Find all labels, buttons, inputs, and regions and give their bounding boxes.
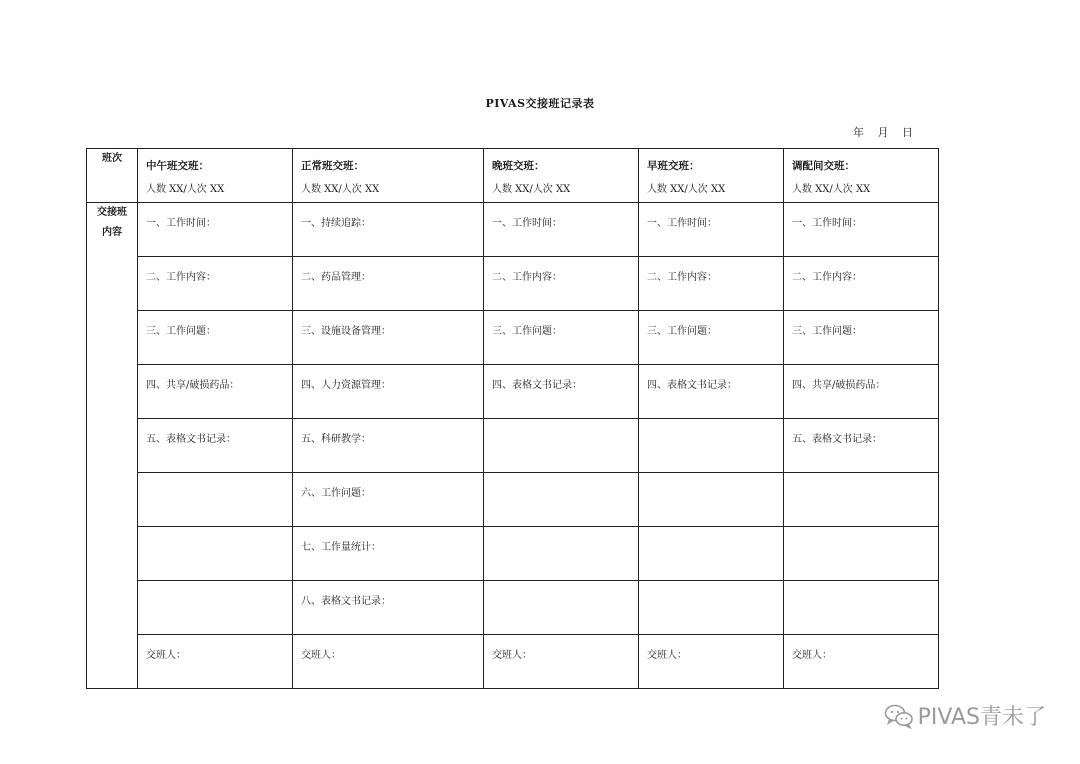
column-title: 调配间交班：	[792, 160, 855, 172]
table-cell	[293, 527, 484, 581]
table-row	[87, 419, 939, 473]
date-line: 年 月 日	[853, 126, 913, 139]
table-cell	[784, 581, 939, 635]
table-cell	[784, 203, 939, 257]
record-item-label: 一、工作时间：	[146, 218, 216, 229]
handover-person-label: 交班人：	[492, 650, 532, 661]
record-item-label: 二、工作内容：	[146, 272, 216, 283]
table-row	[87, 365, 939, 419]
column-header	[138, 149, 293, 203]
table-cell	[138, 311, 293, 365]
document-title: PIVAS交接班记录表	[485, 97, 595, 110]
handover-content-label: 内容	[102, 227, 122, 238]
record-item-label: 四、表格文书记录：	[647, 380, 737, 391]
column-subtitle: 人数 XX/人次 XX	[492, 184, 571, 195]
table-cell	[784, 311, 939, 365]
record-item-label: 四、表格文书记录：	[492, 380, 582, 391]
table-cell	[293, 365, 484, 419]
column-header	[784, 149, 939, 203]
column-subtitle: 人数 XX/人次 XX	[146, 184, 225, 195]
table-cell	[639, 581, 784, 635]
record-item-label: 一、工作时间：	[647, 218, 717, 229]
record-item-label: 四、共享/破损药品：	[146, 380, 240, 391]
column-header	[484, 149, 639, 203]
record-item-label: 一、工作时间：	[792, 218, 862, 229]
column-title: 晚班交班：	[492, 160, 545, 172]
table-row	[87, 635, 939, 689]
handover-person-label: 交班人：	[146, 650, 186, 661]
table-cell	[138, 581, 293, 635]
table-row	[87, 473, 939, 527]
table-cell	[784, 419, 939, 473]
table-cell	[293, 311, 484, 365]
table-cell	[293, 581, 484, 635]
table-cell	[639, 473, 784, 527]
record-item-label: 三、工作问题：	[792, 326, 862, 337]
table-cell	[138, 419, 293, 473]
table-cell	[484, 635, 639, 689]
table-row	[87, 311, 939, 365]
table-cell	[484, 527, 639, 581]
table-cell	[138, 365, 293, 419]
column-subtitle: 人数 XX/人次 XX	[792, 184, 871, 195]
table-cell	[639, 203, 784, 257]
table-cell	[484, 365, 639, 419]
record-item-label: 二、药品管理：	[301, 272, 371, 283]
column-header	[639, 149, 784, 203]
record-item-label: 八、表格文书记录：	[301, 596, 391, 607]
table-cell	[293, 419, 484, 473]
table-cell	[138, 635, 293, 689]
record-item-label: 二、工作内容：	[492, 272, 562, 283]
table-cell	[639, 365, 784, 419]
watermark	[884, 700, 1046, 731]
record-item-label: 六、工作问题：	[301, 488, 371, 499]
table-cell	[639, 257, 784, 311]
column-subtitle: 人数 XX/人次 XX	[301, 184, 380, 195]
table-cell	[293, 635, 484, 689]
column-subtitle: 人数 XX/人次 XX	[647, 184, 726, 195]
handover-person-label: 交班人：	[301, 650, 341, 661]
record-item-label: 二、工作内容：	[647, 272, 717, 283]
handover-record-table	[86, 148, 939, 689]
handover-person-label: 交班人：	[792, 650, 832, 661]
table-cell	[784, 635, 939, 689]
record-item-label: 五、表格文书记录：	[792, 434, 882, 445]
table-cell	[784, 257, 939, 311]
record-item-label: 三、设施设备管理：	[301, 326, 391, 337]
record-item-label: 三、工作问题：	[647, 326, 717, 337]
record-item-label: 七、工作量统计：	[301, 542, 381, 553]
column-title: 中午班交班：	[146, 160, 209, 172]
record-item-label: 一、持续追踪：	[301, 218, 371, 229]
record-item-label: 一、工作时间：	[492, 218, 562, 229]
table-cell	[138, 473, 293, 527]
table-cell	[639, 635, 784, 689]
table-cell	[293, 203, 484, 257]
column-title: 早班交班：	[647, 160, 700, 172]
table-cell	[784, 365, 939, 419]
table-cell	[639, 527, 784, 581]
table-row	[87, 527, 939, 581]
table-row	[87, 257, 939, 311]
column-title: 正常班交班：	[301, 160, 364, 172]
table-cell	[484, 473, 639, 527]
shift-header-label: 班次	[102, 153, 122, 164]
table-cell	[293, 473, 484, 527]
table-cell	[484, 419, 639, 473]
wechat-icon	[884, 703, 914, 729]
handover-person-label: 交班人：	[647, 650, 687, 661]
table-cell	[639, 419, 784, 473]
table-cell	[138, 257, 293, 311]
handover-content-label: 交接班	[97, 207, 127, 218]
record-item-label: 四、人力资源管理：	[301, 380, 391, 391]
record-item-label: 三、工作问题：	[492, 326, 562, 337]
table-cell	[138, 527, 293, 581]
table-cell	[293, 257, 484, 311]
table-row	[87, 581, 939, 635]
watermark-text: PIVAS青未了	[917, 705, 1046, 730]
table-cell	[484, 581, 639, 635]
record-item-label: 三、工作问题：	[146, 326, 216, 337]
record-item-label: 四、共享/破损药品：	[792, 380, 886, 391]
table-cell	[784, 473, 939, 527]
table-row	[87, 203, 939, 257]
table-cell	[484, 257, 639, 311]
table-cell	[484, 203, 639, 257]
table-cell	[784, 527, 939, 581]
table-cell	[639, 311, 784, 365]
record-item-label: 五、表格文书记录：	[146, 434, 236, 445]
column-header	[293, 149, 484, 203]
record-item-label: 五、科研教学：	[301, 434, 371, 445]
table-cell	[484, 311, 639, 365]
table-header-row	[87, 149, 939, 203]
handover-content-cell	[87, 203, 138, 689]
record-item-label: 二、工作内容：	[792, 272, 862, 283]
table-cell	[138, 203, 293, 257]
shift-header-cell	[87, 149, 138, 203]
